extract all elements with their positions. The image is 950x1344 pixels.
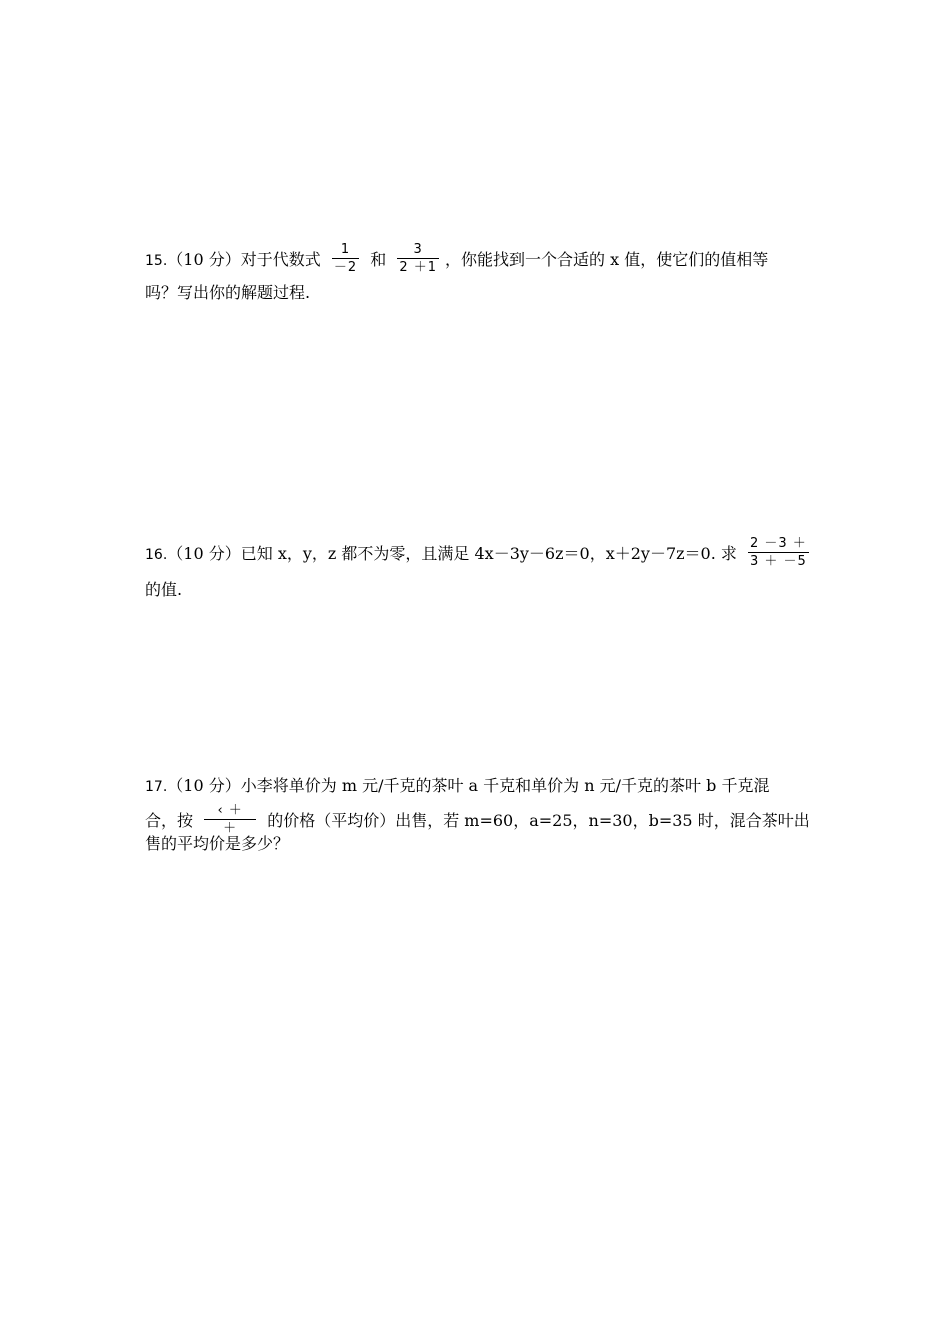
fraction-denominator: 3 ＋ －5 xyxy=(750,554,807,569)
question-17-line-1: 17.（10 分）小李将单价为 m 元/千克的茶叶 a 千克和单价为 n 元/千克的茶叶 b 千克混 xyxy=(145,776,770,795)
fraction-numerator: 1 xyxy=(340,242,351,257)
question-score: （10 分） xyxy=(167,250,241,269)
question-text: 的价格（平均价）出售，若 m=60，a=25，n=30，b=35 时，混合茶叶出 xyxy=(267,811,810,830)
question-16-line-2 xyxy=(145,580,182,600)
question-16-line-1: 16.（10 分）已知 x，y，z 都不为零，且满足 4x－3y－6z＝0，x＋2y－7z＝0. 求 $\frac{2 -3 +}{3 + -5}$ xyxy=(145,536,807,569)
question-text: 售的平均价是多少？ xyxy=(145,834,290,853)
fraction-denominator: －2 xyxy=(333,260,358,275)
question-15-line-2 xyxy=(145,283,310,303)
question-score: （10 分） xyxy=(167,776,241,795)
fraction xyxy=(748,536,809,569)
question-text: ，你能找到一个合适的 x 值，使它们的值相等 xyxy=(445,250,769,269)
fraction-numerator: ‹ ＋ xyxy=(217,803,243,818)
fraction-2 xyxy=(397,242,439,275)
question-text: 已知 x，y，z 都不为零，且满足 4x－3y－6z＝0，x＋2y－7z＝0. 求 xyxy=(240,544,737,563)
question-text: 的值. xyxy=(145,580,183,599)
question-score: （10 分） xyxy=(167,544,241,563)
fraction-denominator: ＋ xyxy=(204,819,256,836)
question-15-line-1: 15.（10 分）对于代数式 $\frac{1}{-2}$ 和 $\frac{3}{2 +1}$ ，你能找到一个合适的 x 值，使它们的值相等 xyxy=(145,242,769,275)
fraction-1 xyxy=(332,242,359,275)
question-number: 17 xyxy=(145,779,163,795)
connector-text: 和 xyxy=(370,250,387,269)
question-text: 吗？写出你的解题过程. xyxy=(145,283,311,302)
question-number: 15 xyxy=(145,253,163,269)
question-lead: 对于代数式 xyxy=(240,250,321,269)
question-text: 小李将单价为 m 元/千克的茶叶 a 千克和单价为 n 元/千克的茶叶 b 千克混 xyxy=(240,776,770,795)
fraction-numerator: 3 xyxy=(413,242,423,257)
fraction xyxy=(204,803,256,836)
question-number: 16 xyxy=(145,547,163,563)
question-17-line-3 xyxy=(145,834,289,854)
fraction-numerator: 2 －3 ＋ xyxy=(750,536,807,551)
question-text: 合，按 xyxy=(145,811,194,830)
fraction-denominator: 2 ＋1 xyxy=(399,260,438,275)
